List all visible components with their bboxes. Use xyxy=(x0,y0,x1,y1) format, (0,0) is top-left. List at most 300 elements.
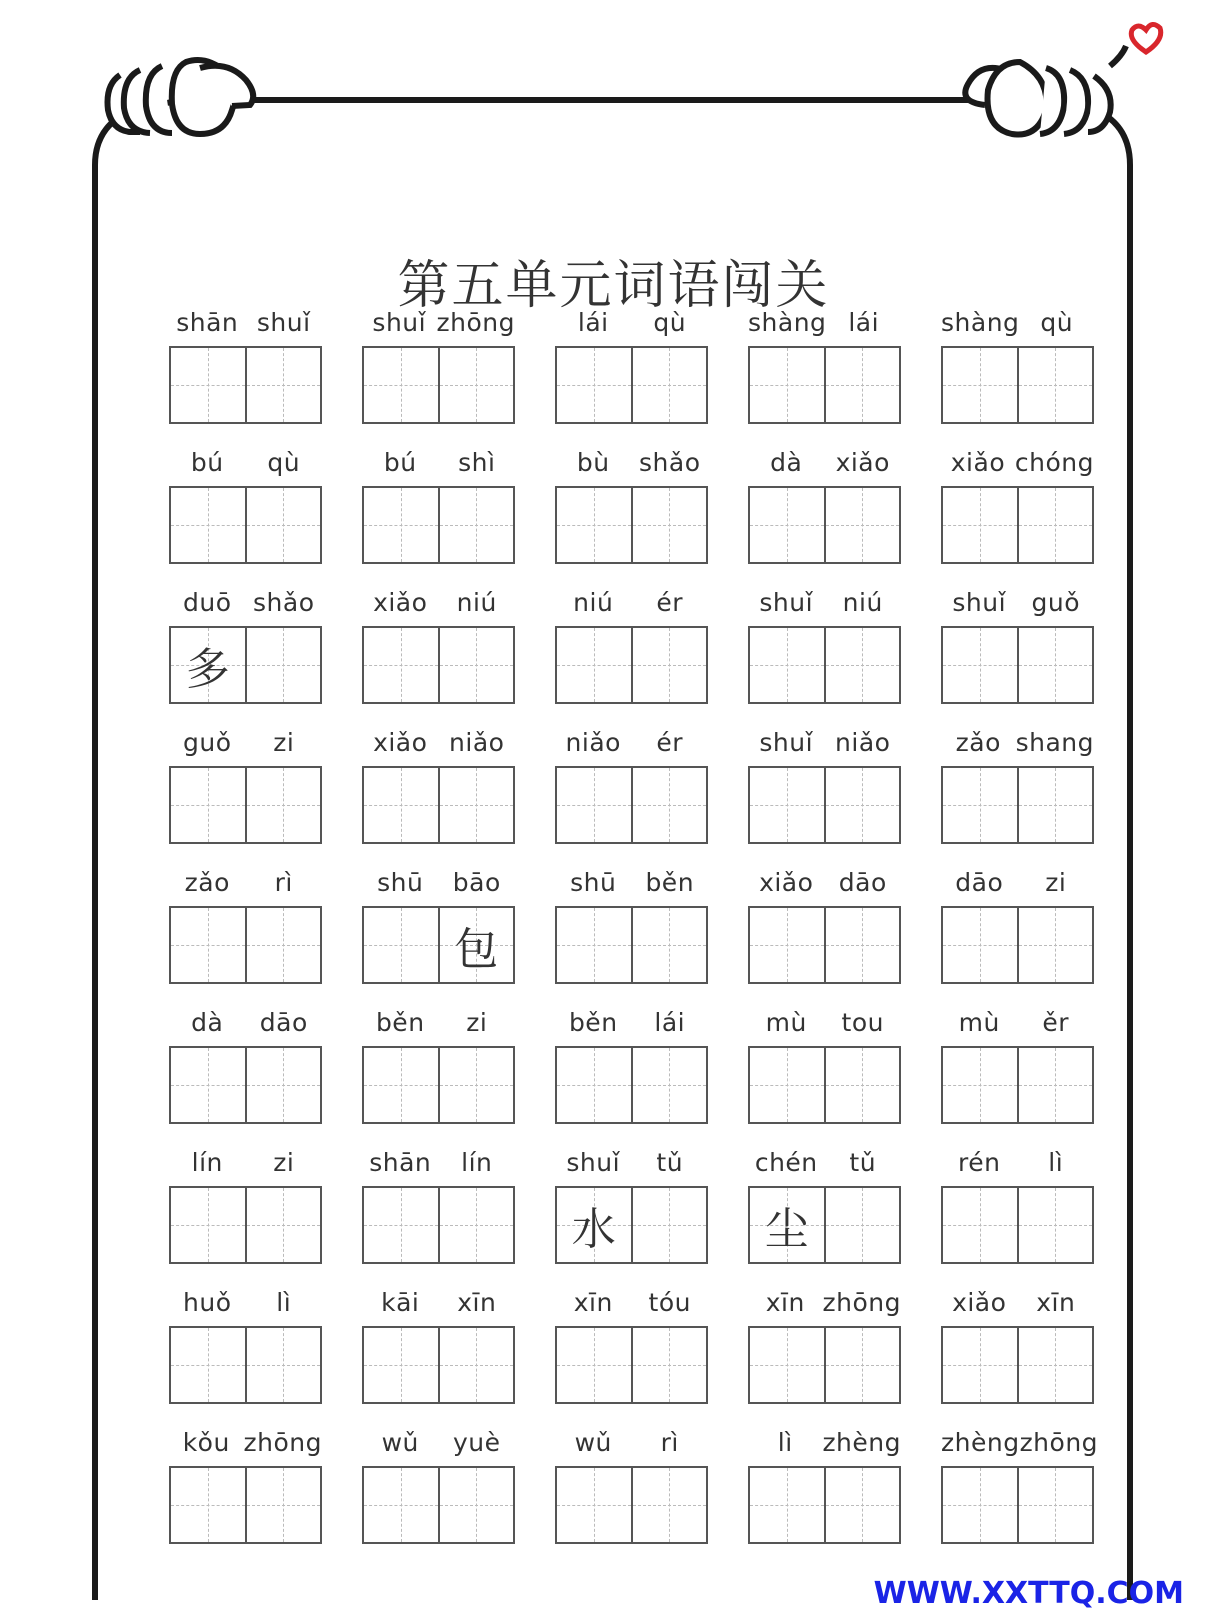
pinyin-syllable: niǎo xyxy=(565,728,621,757)
tianzige-boxes xyxy=(362,906,515,984)
left-hand-icon xyxy=(108,60,254,134)
writing-cell[interactable] xyxy=(1017,908,1093,982)
watermark-text: WWW.XXTTQ.COM xyxy=(873,1576,1184,1611)
writing-cell[interactable] xyxy=(631,1048,707,1122)
writing-cell[interactable] xyxy=(750,1048,824,1122)
pinyin-syllable: huǒ xyxy=(183,1288,232,1317)
writing-cell[interactable] xyxy=(245,1048,321,1122)
pinyin-syllable: wǔ xyxy=(574,1428,612,1457)
word-item xyxy=(555,720,708,860)
tianzige-boxes xyxy=(362,1046,515,1124)
word-item xyxy=(555,1420,708,1560)
pinyin-syllable: dāo xyxy=(955,868,1004,897)
word-item xyxy=(362,1000,515,1140)
writing-cell[interactable] xyxy=(171,488,245,562)
pinyin-label xyxy=(169,448,322,477)
pinyin-syllable: xīn xyxy=(1036,1288,1076,1317)
tianzige-boxes xyxy=(941,626,1094,704)
pinyin-syllable: rén xyxy=(958,1148,1001,1177)
tianzige-boxes xyxy=(169,1466,322,1544)
writing-cell[interactable] xyxy=(171,628,245,702)
pinyin-syllable: xiǎo xyxy=(950,448,1006,477)
pinyin-syllable: yuè xyxy=(452,1428,501,1457)
writing-cell[interactable] xyxy=(245,768,321,842)
writing-cell[interactable] xyxy=(364,488,438,562)
pinyin-label xyxy=(169,868,322,897)
writing-cell[interactable] xyxy=(631,1188,707,1262)
word-item xyxy=(941,1280,1094,1420)
pinyin-label xyxy=(169,308,322,337)
word-item xyxy=(169,300,322,440)
writing-cell[interactable] xyxy=(245,628,321,702)
pinyin-syllable: xiǎo xyxy=(759,868,814,897)
pinyin-label xyxy=(748,308,901,337)
tianzige-boxes xyxy=(748,1326,901,1404)
pinyin-label xyxy=(169,1008,322,1037)
pinyin-syllable: zi xyxy=(273,728,295,757)
tianzige-boxes xyxy=(555,1046,708,1124)
tianzige-boxes xyxy=(362,486,515,564)
pinyin-label xyxy=(748,1428,901,1457)
pinyin-syllable: niú xyxy=(456,588,497,617)
pinyin-syllable: kǒu xyxy=(182,1428,230,1457)
pinyin-syllable: chén xyxy=(754,1148,818,1177)
pinyin-syllable: qù xyxy=(653,308,687,337)
writing-cell[interactable] xyxy=(364,628,438,702)
writing-cell[interactable] xyxy=(824,1188,900,1262)
pinyin-label xyxy=(941,588,1094,617)
word-item xyxy=(169,860,322,1000)
writing-cell[interactable] xyxy=(1017,348,1093,422)
writing-cell[interactable] xyxy=(245,1188,321,1262)
writing-cell[interactable] xyxy=(364,348,438,422)
writing-cell[interactable] xyxy=(1017,628,1093,702)
tianzige-boxes xyxy=(362,626,515,704)
tianzige-boxes xyxy=(362,1186,515,1264)
pinyin-label xyxy=(362,308,515,337)
tianzige-boxes xyxy=(169,346,322,424)
writing-cell[interactable] xyxy=(364,1468,438,1542)
pinyin-syllable: xiǎo xyxy=(373,588,428,617)
pinyin-syllable: mù xyxy=(765,1008,807,1037)
writing-cell[interactable] xyxy=(750,1188,824,1262)
pinyin-syllable: lín xyxy=(461,1148,493,1177)
writing-cell[interactable] xyxy=(171,908,245,982)
writing-cell[interactable] xyxy=(631,768,707,842)
writing-cell[interactable] xyxy=(557,488,631,562)
word-item xyxy=(362,580,515,720)
writing-cell[interactable] xyxy=(245,1328,321,1402)
pinyin-label xyxy=(362,1288,515,1317)
writing-cell[interactable] xyxy=(943,1328,1017,1402)
writing-cell[interactable] xyxy=(171,1188,245,1262)
writing-cell[interactable] xyxy=(171,1048,245,1122)
writing-cell[interactable] xyxy=(824,628,900,702)
writing-cell[interactable] xyxy=(438,1188,514,1262)
writing-cell[interactable] xyxy=(943,348,1017,422)
writing-cell[interactable] xyxy=(631,1328,707,1402)
pinyin-label xyxy=(362,448,515,477)
pinyin-syllable: dà xyxy=(770,448,803,477)
word-item xyxy=(169,440,322,580)
pinyin-syllable: tǔ xyxy=(656,1148,684,1177)
pinyin-label xyxy=(362,588,515,617)
writing-cell[interactable] xyxy=(943,1188,1017,1262)
pinyin-syllable: ér xyxy=(656,588,684,617)
pinyin-label xyxy=(748,728,901,757)
pinyin-syllable: zhōng xyxy=(436,308,515,337)
pinyin-syllable: shuǐ xyxy=(566,1148,621,1177)
pinyin-syllable: niǎo xyxy=(449,728,505,757)
pinyin-syllable: shàng xyxy=(941,308,1020,337)
page-title: 第五单元词语闯关 xyxy=(397,255,830,316)
pinyin-label xyxy=(941,1428,1099,1457)
word-item xyxy=(169,1000,322,1140)
pinyin-syllable: shang xyxy=(1015,728,1094,757)
pinyin-syllable: zhōng xyxy=(1019,1428,1099,1457)
pinyin-label xyxy=(555,448,708,477)
writing-cell[interactable] xyxy=(364,1328,438,1402)
pinyin-syllable: xiǎo xyxy=(835,448,890,477)
cell-character: 包 xyxy=(454,924,499,975)
writing-cell[interactable] xyxy=(557,628,631,702)
pinyin-syllable: xīn xyxy=(765,1288,805,1317)
writing-cell[interactable] xyxy=(557,908,631,982)
tianzige-boxes xyxy=(748,766,901,844)
pinyin-syllable: duō xyxy=(182,588,232,617)
pinyin-label xyxy=(555,308,708,337)
pinyin-syllable: dāo xyxy=(259,1008,308,1037)
tianzige-boxes xyxy=(169,1326,322,1404)
writing-cell[interactable] xyxy=(438,908,514,982)
word-item xyxy=(748,1280,901,1420)
pinyin-syllable: dāo xyxy=(838,868,887,897)
pinyin-syllable: lì xyxy=(1048,1148,1064,1177)
pinyin-syllable: shuǐ xyxy=(759,728,814,757)
pinyin-syllable: xiǎo xyxy=(373,728,428,757)
writing-cell[interactable] xyxy=(364,1048,438,1122)
pinyin-label xyxy=(748,1008,901,1037)
writing-cell[interactable] xyxy=(557,1468,631,1542)
tianzige-boxes xyxy=(362,1466,515,1544)
writing-cell[interactable] xyxy=(631,908,707,982)
tianzige-boxes xyxy=(941,1186,1094,1264)
pinyin-label xyxy=(555,1428,708,1457)
pinyin-syllable: rì xyxy=(274,868,293,897)
writing-cell[interactable] xyxy=(943,628,1017,702)
writing-cell[interactable] xyxy=(824,1328,900,1402)
tianzige-boxes xyxy=(748,486,901,564)
writing-cell[interactable] xyxy=(171,1468,245,1542)
writing-cell[interactable] xyxy=(631,628,707,702)
pinyin-syllable: tǔ xyxy=(849,1148,877,1177)
pinyin-label xyxy=(941,308,1094,337)
pinyin-syllable: běn xyxy=(568,1008,618,1037)
tianzige-boxes xyxy=(169,1046,322,1124)
pinyin-label xyxy=(555,1148,708,1177)
word-item xyxy=(555,1000,708,1140)
pinyin-syllable: zi xyxy=(1045,868,1067,897)
word-item xyxy=(555,580,708,720)
writing-cell[interactable] xyxy=(1017,768,1093,842)
pinyin-syllable: dà xyxy=(191,1008,224,1037)
word-item xyxy=(748,300,901,440)
word-item xyxy=(748,720,901,860)
writing-cell[interactable] xyxy=(171,768,245,842)
tianzige-boxes xyxy=(941,1046,1094,1124)
writing-cell[interactable] xyxy=(824,348,900,422)
word-item xyxy=(362,440,515,580)
word-item xyxy=(555,1280,708,1420)
pinyin-syllable: shǎo xyxy=(639,448,701,477)
pinyin-syllable: xīn xyxy=(457,1288,497,1317)
word-item xyxy=(748,440,901,580)
pinyin-syllable: bāo xyxy=(452,868,501,897)
pinyin-syllable: bú xyxy=(383,448,417,477)
writing-cell[interactable] xyxy=(824,908,900,982)
writing-cell[interactable] xyxy=(750,348,824,422)
writing-cell[interactable] xyxy=(1017,488,1093,562)
writing-cell[interactable] xyxy=(1017,1468,1093,1542)
word-item xyxy=(555,440,708,580)
writing-cell[interactable] xyxy=(438,1328,514,1402)
pinyin-syllable: zǎo xyxy=(955,728,1001,757)
writing-cell[interactable] xyxy=(824,1048,900,1122)
pinyin-label xyxy=(169,1288,322,1317)
writing-cell[interactable] xyxy=(438,488,514,562)
pinyin-syllable: lì xyxy=(777,1428,793,1457)
writing-cell[interactable] xyxy=(557,1188,631,1262)
writing-cell[interactable] xyxy=(943,1468,1017,1542)
writing-cell[interactable] xyxy=(750,908,824,982)
tianzige-boxes xyxy=(555,906,708,984)
tianzige-boxes xyxy=(555,1326,708,1404)
word-grid xyxy=(169,300,1099,1560)
writing-cell[interactable] xyxy=(1017,1188,1093,1262)
pinyin-label xyxy=(169,1148,322,1177)
pinyin-syllable: chóng xyxy=(1014,448,1094,477)
word-item xyxy=(941,1000,1094,1140)
word-item xyxy=(169,720,322,860)
pinyin-label xyxy=(748,588,901,617)
writing-cell[interactable] xyxy=(364,768,438,842)
pinyin-label xyxy=(362,868,515,897)
pinyin-syllable: xīn xyxy=(573,1288,613,1317)
pinyin-syllable: tou xyxy=(841,1008,884,1037)
pinyin-label xyxy=(941,448,1094,477)
tianzige-boxes xyxy=(555,1186,708,1264)
pinyin-label xyxy=(169,1428,322,1457)
writing-cell[interactable] xyxy=(438,768,514,842)
word-item xyxy=(362,860,515,1000)
pinyin-label xyxy=(555,728,708,757)
pinyin-syllable: guǒ xyxy=(1031,588,1080,617)
pinyin-label xyxy=(941,868,1094,897)
pinyin-label xyxy=(362,1008,515,1037)
writing-cell[interactable] xyxy=(171,348,245,422)
pinyin-label xyxy=(555,1288,708,1317)
tianzige-boxes xyxy=(362,346,515,424)
pinyin-syllable: kāi xyxy=(381,1288,420,1317)
pinyin-syllable: qù xyxy=(267,448,301,477)
pinyin-syllable: niú xyxy=(842,588,883,617)
word-item xyxy=(555,1140,708,1280)
pinyin-syllable: zi xyxy=(466,1008,488,1037)
pinyin-syllable: lái xyxy=(848,308,880,337)
word-item xyxy=(748,860,901,1000)
writing-cell[interactable] xyxy=(631,488,707,562)
writing-cell[interactable] xyxy=(750,488,824,562)
pinyin-syllable: lái xyxy=(577,308,609,337)
writing-cell[interactable] xyxy=(557,1048,631,1122)
pinyin-syllable: shān xyxy=(176,308,239,337)
writing-cell[interactable] xyxy=(943,1048,1017,1122)
cell-character: 尘 xyxy=(764,1204,809,1255)
word-item xyxy=(748,1420,901,1560)
writing-cell[interactable] xyxy=(824,768,900,842)
pinyin-label xyxy=(941,1288,1094,1317)
tianzige-boxes xyxy=(555,766,708,844)
word-item xyxy=(941,580,1094,720)
tianzige-boxes xyxy=(941,346,1094,424)
writing-cell[interactable] xyxy=(438,1468,514,1542)
pinyin-syllable: zhèng xyxy=(941,1428,1020,1457)
writing-cell[interactable] xyxy=(943,768,1017,842)
pinyin-syllable: niú xyxy=(573,588,614,617)
heart-icon xyxy=(1131,24,1160,52)
word-item xyxy=(362,1140,515,1280)
cell-character: 多 xyxy=(185,644,230,695)
pinyin-label xyxy=(941,728,1094,757)
writing-cell[interactable] xyxy=(557,348,631,422)
tianzige-boxes xyxy=(362,1326,515,1404)
tianzige-boxes xyxy=(169,766,322,844)
pinyin-syllable: tóu xyxy=(648,1288,691,1317)
writing-cell[interactable] xyxy=(824,488,900,562)
word-item xyxy=(362,720,515,860)
writing-cell[interactable] xyxy=(557,768,631,842)
writing-cell[interactable] xyxy=(364,908,438,982)
tianzige-boxes xyxy=(555,626,708,704)
pinyin-syllable: shū xyxy=(377,868,424,897)
pinyin-syllable: shuǐ xyxy=(759,588,814,617)
word-item xyxy=(169,1280,322,1420)
writing-cell[interactable] xyxy=(438,348,514,422)
tianzige-boxes xyxy=(555,346,708,424)
pinyin-syllable: xiǎo xyxy=(952,1288,1007,1317)
word-item xyxy=(941,720,1094,860)
pinyin-syllable: shì xyxy=(458,448,496,477)
pinyin-syllable: mù xyxy=(958,1008,1000,1037)
word-item xyxy=(941,440,1094,580)
pinyin-syllable: běn xyxy=(645,868,695,897)
tianzige-boxes xyxy=(748,626,901,704)
pinyin-syllable: lái xyxy=(654,1008,686,1037)
tianzige-boxes xyxy=(362,766,515,844)
word-item xyxy=(362,1280,515,1420)
pinyin-label xyxy=(362,728,515,757)
word-item xyxy=(362,1420,515,1560)
writing-cell[interactable] xyxy=(750,768,824,842)
word-item xyxy=(748,580,901,720)
pinyin-syllable: shàng xyxy=(748,308,827,337)
pinyin-syllable: niǎo xyxy=(835,728,891,757)
writing-cell[interactable] xyxy=(364,1188,438,1262)
pinyin-label xyxy=(748,868,901,897)
writing-cell[interactable] xyxy=(245,1468,321,1542)
word-item xyxy=(941,300,1094,440)
word-item xyxy=(555,300,708,440)
pinyin-label xyxy=(941,1148,1094,1177)
tianzige-boxes xyxy=(941,1466,1094,1544)
pinyin-label xyxy=(362,1428,515,1457)
word-item xyxy=(169,1140,322,1280)
pinyin-syllable: shǎo xyxy=(253,588,315,617)
tianzige-boxes xyxy=(941,906,1094,984)
pinyin-syllable: zhèng xyxy=(822,1428,901,1457)
pinyin-label xyxy=(169,588,322,617)
writing-cell[interactable] xyxy=(943,488,1017,562)
writing-cell[interactable] xyxy=(171,1328,245,1402)
pinyin-syllable: shuǐ xyxy=(952,588,1007,617)
tianzige-boxes xyxy=(941,1326,1094,1404)
writing-cell[interactable] xyxy=(943,908,1017,982)
writing-cell[interactable] xyxy=(438,1048,514,1122)
tianzige-boxes xyxy=(941,766,1094,844)
writing-cell[interactable] xyxy=(631,1468,707,1542)
pinyin-syllable: shān xyxy=(369,1148,432,1177)
writing-cell[interactable] xyxy=(631,348,707,422)
word-item xyxy=(748,1140,901,1280)
pinyin-syllable: lì xyxy=(276,1288,292,1317)
pinyin-syllable: wǔ xyxy=(381,1428,419,1457)
writing-cell[interactable] xyxy=(750,1328,824,1402)
pinyin-syllable: zhōng xyxy=(822,1288,901,1317)
writing-cell[interactable] xyxy=(750,628,824,702)
pinyin-syllable: shū xyxy=(570,868,617,897)
writing-cell[interactable] xyxy=(557,1328,631,1402)
pinyin-syllable: ér xyxy=(656,728,684,757)
pinyin-label xyxy=(555,588,708,617)
pinyin-label xyxy=(169,728,322,757)
writing-cell[interactable] xyxy=(245,348,321,422)
pinyin-label xyxy=(362,1148,515,1177)
word-item xyxy=(555,860,708,1000)
writing-cell[interactable] xyxy=(824,1468,900,1542)
word-item xyxy=(941,1140,1094,1280)
writing-cell[interactable] xyxy=(245,488,321,562)
tianzige-boxes xyxy=(748,1466,901,1544)
writing-cell[interactable] xyxy=(1017,1328,1093,1402)
pinyin-label xyxy=(941,1008,1094,1037)
writing-cell[interactable] xyxy=(245,908,321,982)
writing-cell[interactable] xyxy=(438,628,514,702)
right-hand-icon xyxy=(965,46,1126,135)
word-item xyxy=(169,580,322,720)
tianzige-boxes xyxy=(941,486,1094,564)
tianzige-boxes xyxy=(169,1186,322,1264)
pinyin-syllable: shuǐ xyxy=(256,308,311,337)
pinyin-label xyxy=(748,448,901,477)
writing-cell[interactable] xyxy=(750,1468,824,1542)
tianzige-boxes xyxy=(748,1186,901,1264)
cell-character: 水 xyxy=(571,1204,616,1255)
pinyin-syllable: zhōng xyxy=(243,1428,322,1457)
tianzige-boxes xyxy=(555,486,708,564)
writing-cell[interactable] xyxy=(1017,1048,1093,1122)
tianzige-boxes xyxy=(169,626,322,704)
word-item xyxy=(941,1420,1099,1560)
